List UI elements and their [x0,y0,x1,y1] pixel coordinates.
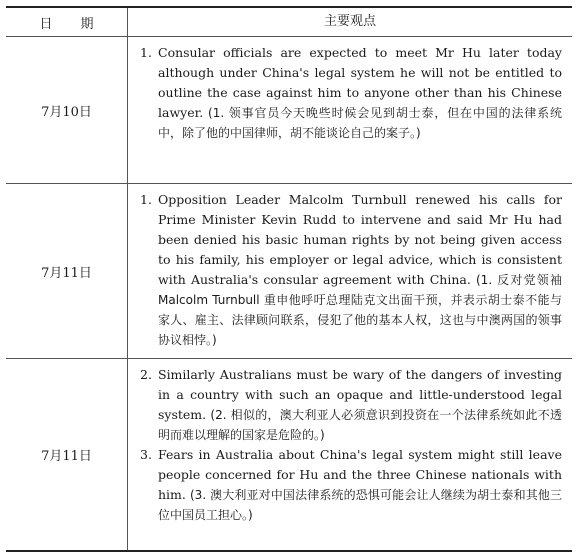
table-header-row [6,8,572,36]
row-date: 7月11日 [6,359,128,550]
viewpoint-english: Similarly Australians must be wary of the dangers of investing in a country with such an opaque and little-understood legal system. [158,367,562,422]
viewpoint-item [140,365,562,445]
row-date: 7月11日 [6,184,128,358]
row-viewpoints [128,359,572,550]
viewpoint-number: 3. [140,447,152,462]
viewpoints-table [6,6,572,552]
viewpoint-english: Fears in Australia about China's legal system might still leave people concerned for Hu and the three Chinese nationals with him. [158,447,562,502]
date-column-header: 日期 [6,8,128,36]
viewpoint-chinese: (2. 相似的，澳大利亚人必须意识到投资在一个法律系统如此不透明而难以理解的国家是危险的。) [158,408,562,442]
table-row [6,358,572,550]
viewpoint-chinese: (1. 反对党领袖 Malcolm Turnbull 重申他呼吁总理陆克文出面干预，并表示胡士泰不能与家人、雇主、法律顾问联系，侵犯了他的基本人权，这也与中澳两国的领事协议相悖。) [158,273,562,347]
viewpoint-number: 1. [140,45,152,60]
viewpoints-column-header: 主要观点 [323,14,376,29]
row-date: 7月10日 [6,37,128,183]
viewpoint-english: Consular officials are expected to meet Mr Hu later today although under China's legal system he will not be entitled to outline the case against him to anyone other than his Chinese lawyer. [158,45,562,120]
table-row [6,183,572,358]
viewpoint-number: 1. [140,192,152,207]
viewpoint-english: Opposition Leader Malcolm Turnbull renewed his calls for Prime Minister Kevin Rudd to intervene and said Mr Hu had been denied his basic human rights by not being given access to his family, his employer or legal advice, which is consistent with Australia's consular agreement with China. [158,192,562,287]
row-viewpoints [128,184,572,358]
viewpoint-item [140,43,562,143]
viewpoint-chinese: (3. 澳大利亚对中国法律系统的恐惧可能会让人继续为胡士泰和其他三位中国员工担心。) [158,488,562,522]
viewpoint-number: 2. [140,367,152,382]
viewpoint-chinese: (1. 领事官员今天晚些时候会见到胡士泰，但在中国的法律系统中，除了他的中国律师，胡不能谈论自己的案子。) [158,106,562,140]
row-viewpoints [128,37,572,183]
viewpoint-item [140,445,562,525]
table-row [6,36,572,183]
viewpoint-item [140,190,562,350]
